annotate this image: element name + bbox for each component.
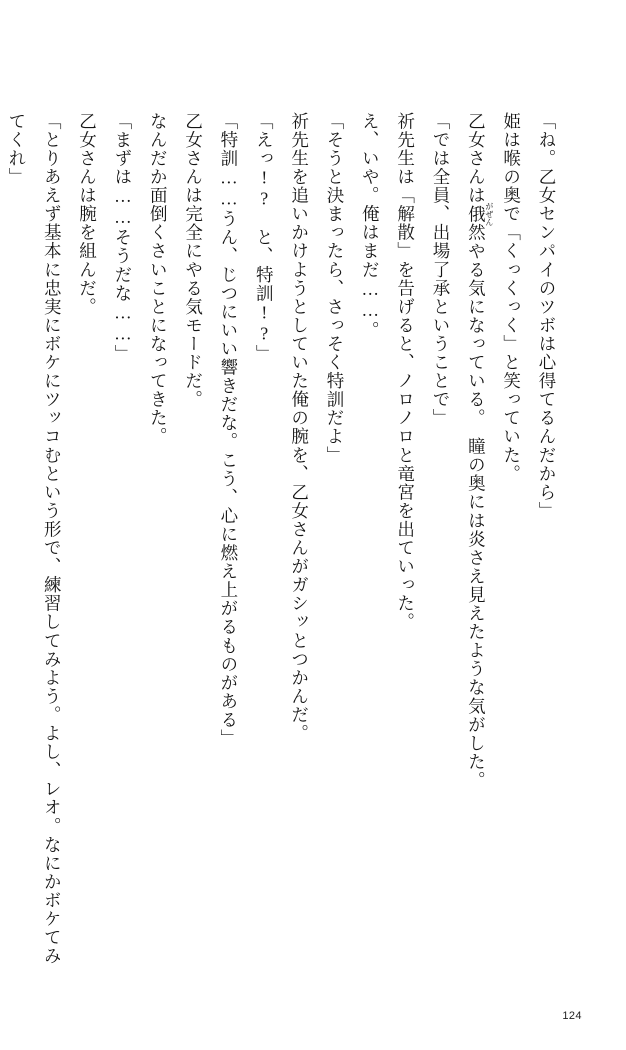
paragraph-line: 祈先生は「解散」を告げると、ノロノロと竜宮を出ていった。 [395,112,416,632]
paragraph-line: 乙女さんは腕を組んだ。 [77,112,98,317]
paragraph-line-with-ruby: 乙女さんは俄がぜん然やる気になっている。 瞳の奥には炎さえ見えたような気がした。 [466,112,494,790]
ruby-annotated-word [466,202,494,227]
paragraph-line: 姫は喉の奥で「くっくっく」と笑っていた。 [501,112,522,483]
paragraph-line: 「そうと決まったら、さっそく特訓だよ」 [324,112,345,465]
paragraph-line: なんだか面倒くさいことになってきた。 [148,112,169,446]
paragraph-line: 「まずは……そうだな……」 [112,112,133,364]
paragraph-line: 祈先生を追いかけようとしていた俺の腕を、乙女さんがガシッとつかんだ。 [289,112,310,743]
paragraph-line: 「ね。乙女センパイのツボは心得てるんだから」 [537,112,557,521]
paragraph-line: 乙女さんは完全にやる気モードだ。 [183,112,204,409]
ruby-text: がぜん [484,202,494,227]
paragraph-line: 「とりあえず基本に忠実にボケにツッコむという形で、練習してみよう。よし、レオ。なにかボケてみてくれ」 [6,112,63,966]
paragraph-line: え、いや。俺はまだ……。 [360,112,381,340]
novel-body-text [6,112,564,972]
page-number: 124 [562,1010,582,1022]
ruby-base: 俄 [466,202,487,227]
paragraph-line: 「特訓……うん、じつにいい響きだな。こう、心に燃え上がるものがある」 [218,112,239,748]
paragraph-line: 「では全員、出場了承ということで」 [430,112,451,428]
paragraph-line: 「えっ!? と、特訓!?」 [254,112,275,364]
